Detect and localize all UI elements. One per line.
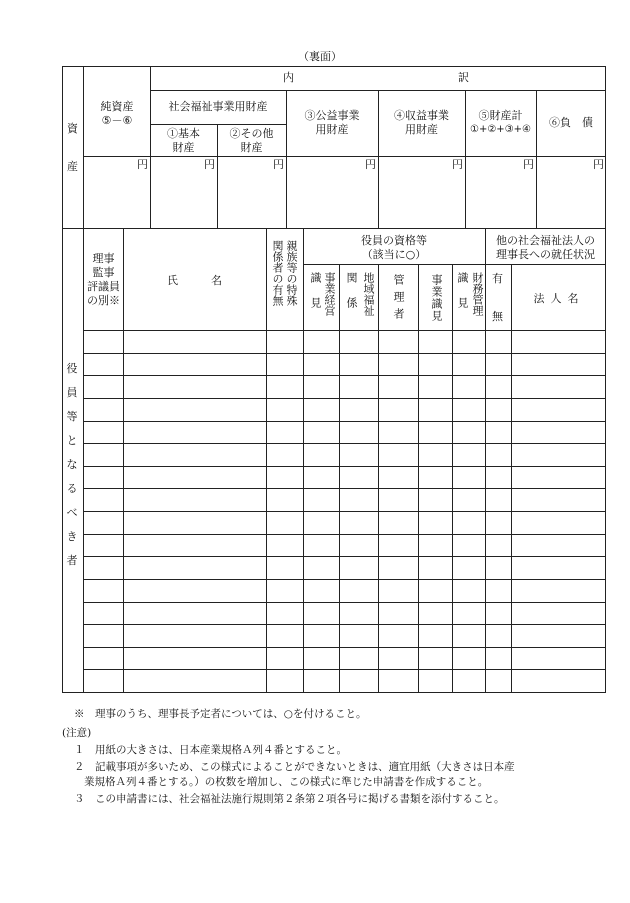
note-item-1: １ 用紙の大きさは、日本産業規格Ａ列４番とすること。 xyxy=(74,744,347,756)
yen-unit: 円 xyxy=(273,158,284,171)
liability-label: ⑥負 債 xyxy=(549,116,593,129)
qual-local-welfare-2: 関係 xyxy=(345,272,358,322)
breakdown-label-1: 内 xyxy=(283,71,294,84)
yen-unit: 円 xyxy=(137,158,148,171)
relatives-header-1: 親族等の特殊 xyxy=(285,240,298,306)
qual-finance-mgmt-2: 識見 xyxy=(456,272,469,322)
basic-property-label-2: 財産 xyxy=(172,141,195,154)
qualification-header-2: （該当に○） xyxy=(361,248,427,261)
qual-business-mgmt: 事業経営 xyxy=(323,272,336,316)
profit-property-label: ④収益事業 xyxy=(394,109,449,122)
note-asterisk: ※ 理事のうち、理事長予定者については、○を付けること。 xyxy=(74,708,367,720)
note-item-3: ３ この申請書には、社会福祉法施行規則第２条第２項各号に掲げる書類を添付すること。 xyxy=(74,793,505,805)
qualification-header: 役員の資格等 xyxy=(361,234,427,247)
qual-manager: 管理者 xyxy=(392,274,405,325)
officers-side-label: 役員等となるべき者 xyxy=(66,362,78,567)
net-assets-label: 純資産 xyxy=(100,100,134,113)
qual-finance-mgmt: 財務管理 xyxy=(471,272,484,316)
assets-side-label-bottom: 産 xyxy=(67,160,78,173)
yen-unit: 円 xyxy=(452,158,463,171)
total-property-formula: ①+②+③+④ xyxy=(470,124,531,135)
net-assets-formula: ⑤－⑥ xyxy=(101,114,133,127)
yen-unit: 円 xyxy=(523,158,534,171)
relatives-header-2: 関係者の有無 xyxy=(271,240,284,306)
other-property-label-2: 財産 xyxy=(240,141,263,154)
yes-label: 有 xyxy=(492,272,503,285)
qual-local-welfare: 地域福祉 xyxy=(362,272,375,316)
role-label-1: 理事 xyxy=(92,252,115,265)
social-welfare-property-label: 社会福祉事業用財産 xyxy=(168,100,268,113)
yen-unit: 円 xyxy=(204,158,215,171)
yen-unit: 円 xyxy=(593,158,604,171)
qual-business-mgmt-2: 識見 xyxy=(309,272,322,322)
qual-business-insight: 事業識見 xyxy=(430,274,443,322)
role-label-4: の別※ xyxy=(87,294,120,307)
basic-property-label: ①基本 xyxy=(167,127,200,140)
note-item-2-cont: 業規格Ａ列４番とする。）の枚数を増加し、この様式に準じた申請書を作成すること。 xyxy=(84,776,489,788)
other-corp-header-2: 理事長への就任状況 xyxy=(496,248,595,261)
profit-property-label-2: 用財産 xyxy=(405,123,438,136)
notes xyxy=(62,706,622,808)
assets-side-label-top: 資 xyxy=(67,122,78,135)
yen-unit: 円 xyxy=(365,158,376,171)
other-corp-header: 他の社会福祉法人の xyxy=(496,234,595,247)
no-label: 無 xyxy=(492,310,503,323)
corp-name-header: 法人名 xyxy=(533,292,585,305)
total-property-label: ⑤財産計 xyxy=(478,109,523,122)
name-column-header: 氏 名 xyxy=(167,274,222,287)
role-label-3: 評議員 xyxy=(87,280,120,293)
role-label-2: 監事 xyxy=(92,266,115,279)
note-caution: (注意) xyxy=(62,727,92,739)
note-item-2: ２ 記載事項が多いため、この様式によることができないときは、適宜用紙（大きさは日本産 xyxy=(74,761,515,773)
page-side-label: （裏面） xyxy=(298,50,342,63)
breakdown-label-2: 訳 xyxy=(458,71,469,84)
other-property-label: ②その他 xyxy=(229,127,274,140)
public-property-label-2: 用財産 xyxy=(315,123,349,136)
public-property-label: ③公益事業 xyxy=(304,109,360,122)
